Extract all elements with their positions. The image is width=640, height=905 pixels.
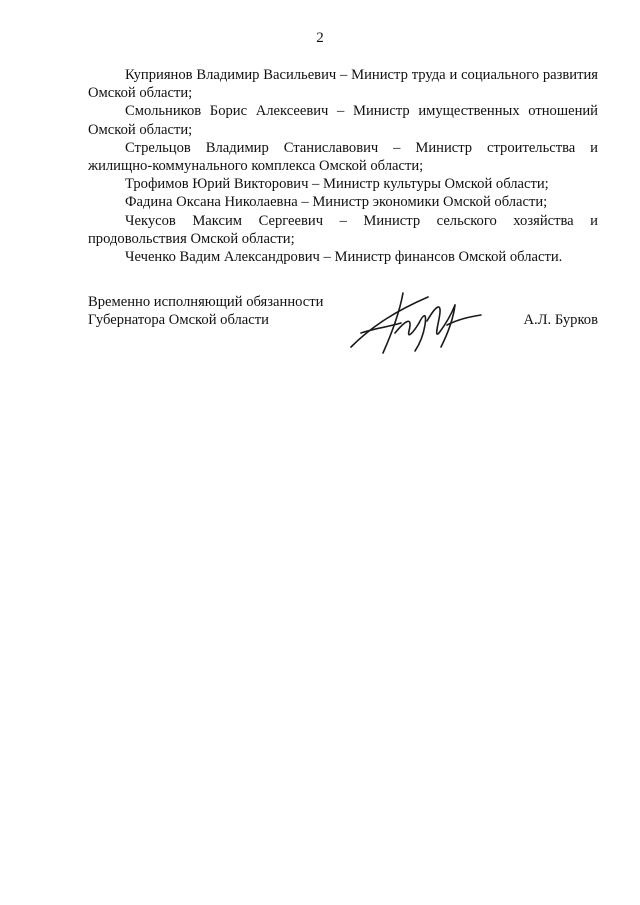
paragraph-smolnikov: Смольников Борис Алексеевич – Министр имущественных отношений Омской области; xyxy=(88,103,598,138)
handwritten-signature xyxy=(343,285,493,365)
paragraph-fadina: Фадина Оксана Николаевна – Министр экономики Омской области; xyxy=(125,194,548,211)
paragraph-streltsov: Стрельцов Владимир Станиславович – Министр строительства и жилищно-коммунального комплекса Омской области; xyxy=(88,139,598,175)
document-body xyxy=(88,66,598,266)
signatory-title-line-2: Губернатора Омской области xyxy=(88,312,269,329)
signatory-title-line-1: Временно исполняющий обязанности xyxy=(88,294,324,310)
page-number: 2 xyxy=(316,30,324,46)
paragraph-trofimov: Трофимов Юрий Викторович – Министр культуры Омской области; xyxy=(125,176,549,193)
paragraph-chekusov: Чекусов Максим Сергеевич – Министр сельского хозяйства и продовольствия Омской области; xyxy=(88,212,598,247)
signatory-name: А.Л. Бурков xyxy=(523,312,598,328)
paragraph-kupriyanov: Куприянов Владимир Васильевич – Министр труда и социального развития Омской области; xyxy=(88,67,598,102)
signatory-title xyxy=(88,293,323,329)
signature-block xyxy=(88,293,598,373)
paragraph-chechenko: Чеченко Вадим Александрович – Министр финансов Омской области. xyxy=(125,249,563,266)
